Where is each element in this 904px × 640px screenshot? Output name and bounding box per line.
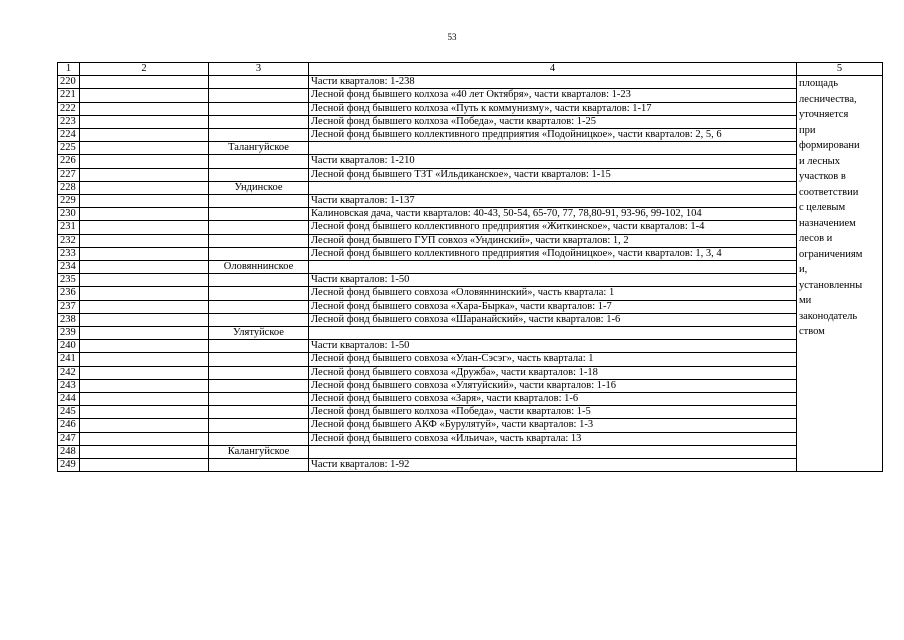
description-cell [309,261,797,274]
table-row [58,168,883,181]
empty-cell [80,221,209,234]
note-line: назначением [799,217,856,229]
table-row [58,155,883,168]
forestry-name-cell [209,221,309,234]
empty-cell [80,234,209,247]
empty-cell [80,340,209,353]
row-number-cell: 225 [58,142,80,155]
empty-cell [80,379,209,392]
description-cell: Лесной фонд бывшего совхоза «Хара-Бырка», части кварталов: 1-7 [309,300,797,313]
forestry-name-cell [209,274,309,287]
empty-cell [80,459,209,472]
description-cell [309,142,797,155]
description-cell: Части кварталов: 1-210 [309,155,797,168]
forestry-name-cell [209,353,309,366]
row-number-cell: 236 [58,287,80,300]
column-header: 4 [309,63,797,76]
table-row [58,313,883,326]
row-number-cell: 242 [58,366,80,379]
forestry-name-cell [209,247,309,260]
table-row [58,406,883,419]
row-number-cell: 223 [58,115,80,128]
table-row [58,115,883,128]
row-number-cell: 232 [58,234,80,247]
page-number: 53 [447,32,457,42]
empty-cell [80,393,209,406]
note-line: и лесных [799,155,840,167]
row-number-cell: 233 [58,247,80,260]
column-header: 1 [58,63,80,76]
empty-cell [80,300,209,313]
row-number-cell: 227 [58,168,80,181]
description-cell: Лесной фонд бывшего колхоза «Победа», части кварталов: 1-25 [309,115,797,128]
description-cell: Части кварталов: 1-92 [309,459,797,472]
table-row [58,379,883,392]
note-line: площадь [799,78,838,90]
empty-cell [80,287,209,300]
description-cell: Лесной фонд бывшего колхоза «Победа», части кварталов: 1-5 [309,406,797,419]
table-row [58,274,883,287]
row-number-cell: 243 [58,379,80,392]
empty-cell [80,142,209,155]
row-number-cell: 249 [58,459,80,472]
row-number-cell: 241 [58,353,80,366]
description-cell: Лесной фонд бывшего ТЗТ «Ильдиканское», части кварталов: 1-15 [309,168,797,181]
forestry-name-cell [209,76,309,89]
forestry-name-cell [209,379,309,392]
note-line: с целевым [799,202,846,214]
description-cell: Лесной фонд бывшего совхоза «Дружба», части кварталов: 1-18 [309,366,797,379]
row-number-cell: 234 [58,261,80,274]
empty-cell [80,366,209,379]
forestry-name-cell [209,393,309,406]
column-header: 3 [209,63,309,76]
table-row [58,221,883,234]
description-cell: Лесной фонд бывшего совхоза «Шаранайский», части кварталов: 1-6 [309,313,797,326]
row-number-cell: 235 [58,274,80,287]
forestry-name-cell [209,300,309,313]
description-cell: Лесной фонд бывшего совхоза «Заря», части кварталов: 1-6 [309,393,797,406]
forestry-name-cell: Улятуйское [209,327,309,340]
forestry-name-cell [209,419,309,432]
note-line: и, [799,264,808,276]
table-row [58,181,883,194]
empty-cell [80,195,209,208]
row-number-cell: 248 [58,445,80,458]
empty-cell [80,102,209,115]
note-line: формировани [799,140,860,152]
row-number-cell: 228 [58,181,80,194]
row-number-cell: 226 [58,155,80,168]
column-number-row [58,63,883,76]
row-number-cell: 229 [58,195,80,208]
empty-cell [80,353,209,366]
forestry-name-cell [209,89,309,102]
empty-cell [80,168,209,181]
forestry-name-cell: Оловяннинское [209,261,309,274]
column-header: 2 [80,63,209,76]
forestry-name-cell [209,313,309,326]
empty-cell [80,445,209,458]
row-number-cell: 231 [58,221,80,234]
description-cell [309,445,797,458]
note-line: уточняется [799,109,849,121]
description-cell: Лесной фонд бывшего ГУП совхоз «Ундинский», части кварталов: 1, 2 [309,234,797,247]
row-number-cell: 224 [58,129,80,142]
empty-cell [80,115,209,128]
description-cell: Лесной фонд бывшего совхоза «Оловяннинский», часть квартала: 1 [309,287,797,300]
table-row [58,366,883,379]
empty-cell [80,419,209,432]
empty-cell [80,261,209,274]
row-number-cell: 240 [58,340,80,353]
row-number-cell: 230 [58,208,80,221]
empty-cell [80,406,209,419]
table-row [58,445,883,458]
description-cell: Лесной фонд бывшего колхоза «40 лет Октября», части кварталов: 1-23 [309,89,797,102]
forestry-name-cell [209,155,309,168]
table-row [58,459,883,472]
row-number-cell: 220 [58,76,80,89]
forestry-name-cell [209,340,309,353]
empty-cell [80,313,209,326]
note-line: лесов и [799,233,833,245]
forest-fund-table [57,62,883,472]
description-cell: Лесной фонд бывшего коллективного предприятия «Подойницкое», части кварталов: 2, 5, 6 [309,129,797,142]
row-number-cell: 238 [58,313,80,326]
forestry-name-cell: Калангуйское [209,445,309,458]
table-row [58,432,883,445]
forestry-name-cell [209,168,309,181]
empty-cell [80,432,209,445]
note-line: соответствии [799,186,859,198]
empty-cell [80,89,209,102]
row-number-cell: 245 [58,406,80,419]
row-number-cell: 247 [58,432,80,445]
forestry-name-cell [209,406,309,419]
description-cell: Калиновская дача, части кварталов: 40-43, 50-54, 65-70, 77, 78,80-91, 93-96, 99-102, 104 [309,208,797,221]
table-row [58,247,883,260]
description-cell: Лесной фонд бывшего совхоза «Ильича», часть квартала: 13 [309,432,797,445]
table-row [58,89,883,102]
forestry-name-cell [209,459,309,472]
table-row [58,102,883,115]
table-row [58,76,883,89]
table-row [58,142,883,155]
forestry-name-cell [209,432,309,445]
description-cell: Части кварталов: 1-137 [309,195,797,208]
forestry-name-cell [209,115,309,128]
empty-cell [80,76,209,89]
description-cell: Лесной фонд бывшего коллективного предприятия «Житкинское», части кварталов: 1-4 [309,221,797,234]
table-row [58,353,883,366]
forestry-name-cell [209,102,309,115]
row-number-cell: 246 [58,419,80,432]
description-cell: Части кварталов: 1-50 [309,274,797,287]
note-line: ограничениям [799,248,863,260]
table-row [58,340,883,353]
forestry-name-cell [209,195,309,208]
forestry-name-cell [209,287,309,300]
forestry-name-cell: Талангуйское [209,142,309,155]
table-row [58,393,883,406]
description-cell: Части кварталов: 1-50 [309,340,797,353]
forestry-name-cell: Ундинское [209,181,309,194]
note-line: ми [799,295,812,307]
description-cell: Лесной фонд бывшего коллективного предприятия «Подойницкое», части кварталов: 1, 3, 4 [309,247,797,260]
row-number-cell: 237 [58,300,80,313]
table-row [58,208,883,221]
row-number-cell: 244 [58,393,80,406]
description-cell: Лесной фонд бывшего АКФ «Бурулятуй», части кварталов: 1-3 [309,419,797,432]
empty-cell [80,155,209,168]
row-number-cell: 222 [58,102,80,115]
empty-cell [80,208,209,221]
note-cell [797,76,883,472]
forestry-name-cell [209,234,309,247]
description-cell: Лесной фонд бывшего совхоза «Улятуйский», части кварталов: 1-16 [309,379,797,392]
forestry-name-cell [209,208,309,221]
description-cell: Лесной фонд бывшего совхоза «Улан-Сэсэг», часть квартала: 1 [309,353,797,366]
note-line: ством [799,326,825,338]
note-line: законодатель [799,310,858,322]
row-number-cell: 221 [58,89,80,102]
table-row [58,287,883,300]
table-row [58,195,883,208]
empty-cell [80,247,209,260]
column-header: 5 [797,63,883,76]
table-row [58,300,883,313]
row-number-cell: 239 [58,327,80,340]
note-line: при [799,124,816,136]
note-line: участков в [799,171,846,183]
table-row [58,419,883,432]
table-row [58,234,883,247]
note-line: лесничества, [799,93,857,105]
empty-cell [80,181,209,194]
description-cell [309,181,797,194]
description-cell [309,327,797,340]
empty-cell [80,129,209,142]
table-row [58,261,883,274]
table-row [58,327,883,340]
forestry-name-cell [209,129,309,142]
empty-cell [80,327,209,340]
forestry-name-cell [209,366,309,379]
table-row [58,129,883,142]
empty-cell [80,274,209,287]
note-line: установленны [799,279,863,291]
description-cell: Части кварталов: 1-238 [309,76,797,89]
description-cell: Лесной фонд бывшего колхоза «Путь к коммунизму», части кварталов: 1-17 [309,102,797,115]
